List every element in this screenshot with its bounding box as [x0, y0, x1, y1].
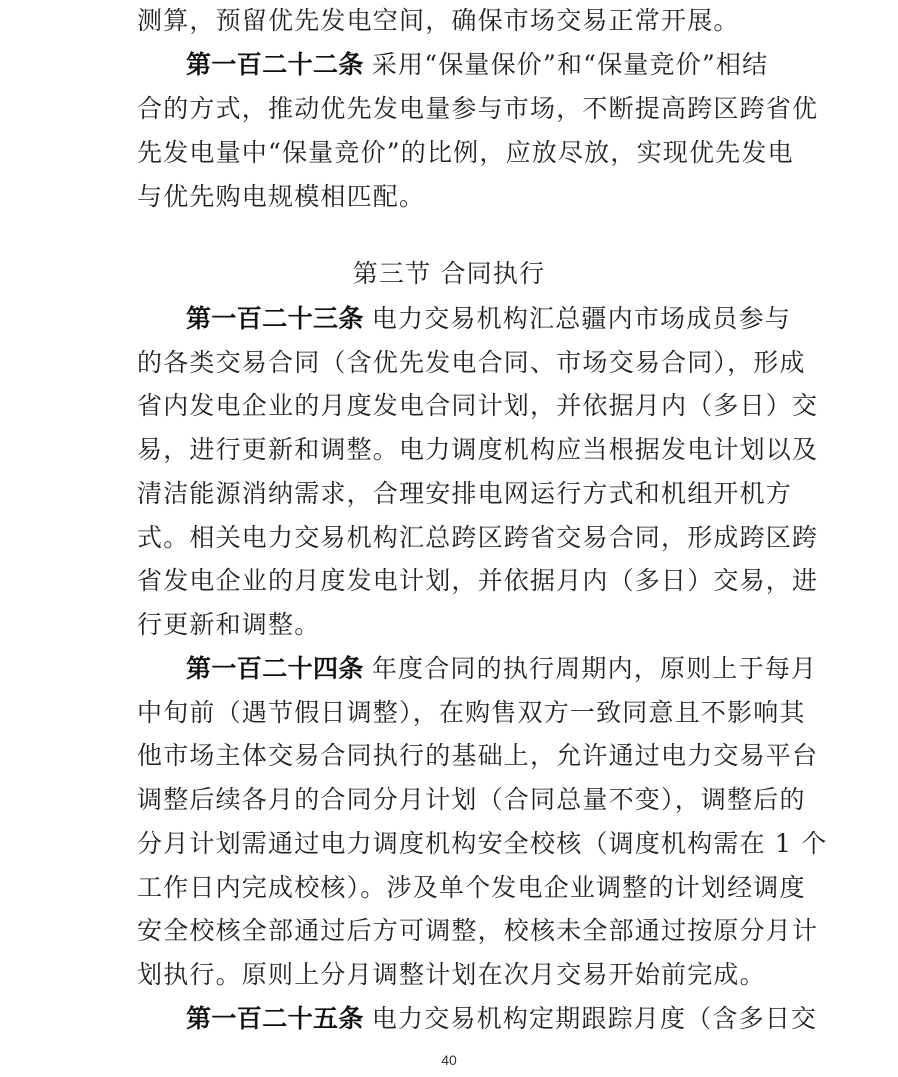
- article-text: 年度合同的执行周期内，原则上于每月: [371, 654, 818, 683]
- article-number: 第一百二十二条: [186, 50, 364, 79]
- article-number: 第一百二十四条: [186, 654, 364, 683]
- text-line: 的各类交易合同（含优先发电合同、市场交易合同），形成: [137, 348, 806, 377]
- article-123-first-line: [186, 304, 792, 334]
- page-number: 40: [441, 1052, 457, 1068]
- article-number: 第一百二十三条: [186, 304, 364, 333]
- text-line: 工作日内完成校核）。涉及单个发电企业调整的计划经调度: [137, 873, 806, 902]
- text-line: 合的方式，推动优先发电量参与市场，不断提高跨区跨省优: [137, 94, 819, 123]
- text-line: 他市场主体交易合同执行的基础上，允许通过电力交易平台: [137, 741, 819, 770]
- text-line: 先发电量中“保量竞价”的比例，应放尽放，实现优先发电: [137, 138, 794, 167]
- text-line: 与优先购电规模相匹配。: [137, 182, 426, 211]
- text-line: 调整后续各月的合同分月计划（合同总量不变），调整后的: [137, 785, 806, 814]
- text-line: 易，进行更新和调整。电力调度机构应当根据发电计划以及: [137, 435, 819, 464]
- text-line: 省发电企业的月度发电计划，并依据月内（多日）交易，进: [137, 566, 819, 595]
- text-line: 式。相关电力交易机构汇总跨区跨省交易合同，形成跨区跨: [137, 523, 819, 552]
- article-122-first-line: [186, 50, 767, 80]
- text-line: 中旬前（遇节假日调整），在购售双方一致同意且不影响其: [137, 698, 806, 727]
- text-line: 省内发电企业的月度发电合同计划，并依据月内（多日）交: [137, 391, 819, 420]
- article-124-first-line: [186, 654, 818, 684]
- article-text: 电力交易机构定期跟踪月度（含多日交: [371, 1004, 818, 1033]
- article-125-first-line: [186, 1004, 818, 1034]
- section-title: 第三节 合同执行: [352, 259, 546, 288]
- text-line: 安全校核全部通过后方可调整，校核未全部通过按原分月计: [137, 916, 819, 945]
- text-line: 划执行。原则上分月调整计划在次月交易开始前完成。: [137, 960, 766, 989]
- text-line: 分月计划需通过电力调度机构安全校核（调度机构需在 1 个: [137, 829, 828, 858]
- text-line: 行更新和调整。: [137, 610, 321, 639]
- article-text: 采用“保量保价”和“保量竞价”相结: [371, 50, 769, 79]
- article-number: 第一百二十五条: [186, 1004, 364, 1033]
- text-line: 清洁能源消纳需求，合理安排电网运行方式和机组开机方: [137, 479, 793, 508]
- article-text: 电力交易机构汇总疆内市场成员参与: [371, 304, 792, 333]
- text-line: 测算，预留优先发电空间，确保市场交易正常开展。: [137, 6, 740, 35]
